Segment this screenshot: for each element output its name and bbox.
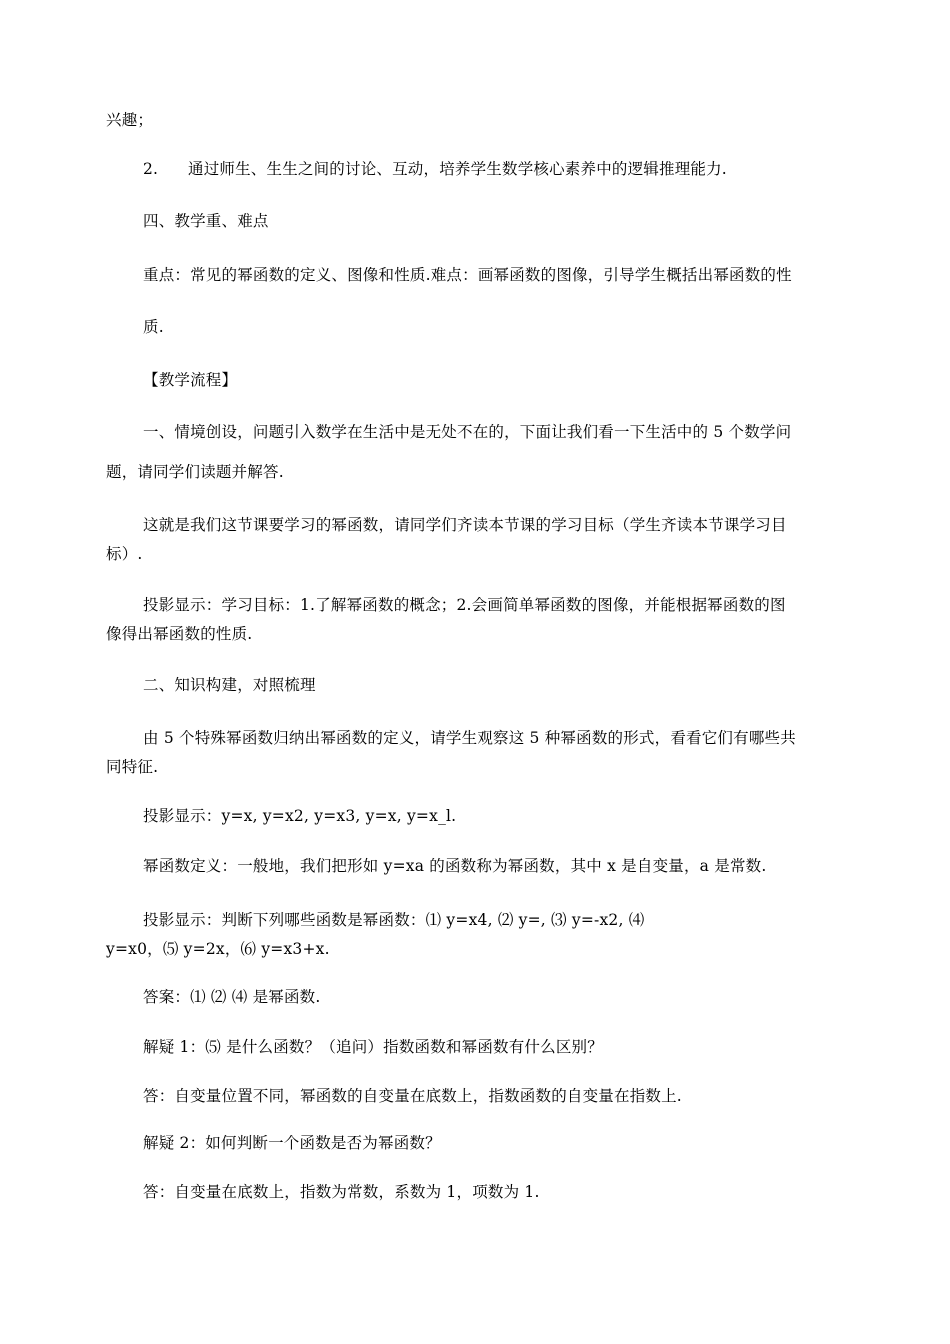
paragraph-line: 答：自变量位置不同，幂函数的自变量在底数上，指数函数的自变量在指数上. xyxy=(143,1087,682,1105)
paragraph-line: 一、情境创设，问题引入数学在生活中是无处不在的，下面让我们看一下生活中的 5 个数学问 xyxy=(143,423,792,441)
paragraph-line: 答案：⑴ ⑵ ⑷ 是幂函数. xyxy=(143,988,321,1006)
section-heading: 二、知识构建，对照梳理 xyxy=(143,676,316,694)
paragraph-line: 投影显示：判断下列哪些函数是幂函数：⑴ y=x4, ⑵ y=, ⑶ y=-x2, ⑷ xyxy=(143,911,645,929)
paragraph-line: 由 5 个特殊幂函数归纳出幂函数的定义，请学生观察这 5 种幂函数的形式，看看它们有哪些共 xyxy=(143,729,796,747)
paragraph-line: 答：自变量在底数上，指数为常数，系数为 1，项数为 1. xyxy=(143,1183,540,1201)
paragraph-line: 标）. xyxy=(106,545,143,563)
paragraph-line: 重点：常见的幂函数的定义、图像和性质.难点：画幂函数的图像，引导学生概括出幂函数的性 xyxy=(143,266,792,284)
paragraph-line: 这就是我们这节课要学习的幂函数，请同学们齐读本节课的学习目标（学生齐读本节课学习目 xyxy=(143,516,787,534)
paragraph-line: 投影显示：y=x, y=x2, y=x3, y=x, y=x_l. xyxy=(143,807,457,825)
paragraph-line: 题，请同学们读题并解答. xyxy=(106,463,284,481)
section-heading: 【教学流程】 xyxy=(143,371,238,389)
paragraph-line: 幂函数定义：一般地，我们把形如 y=xa 的函数称为幂函数，其中 x 是自变量，a 是常数. xyxy=(143,857,767,875)
paragraph-line: 质. xyxy=(143,318,164,336)
text-line: 兴趣； xyxy=(106,111,154,129)
paragraph-line: 投影显示：学习目标：1.了解幂函数的概念；2.会画简单幂函数的图像，并能根据幂函数的图 xyxy=(143,596,786,614)
paragraph-line: 解疑 1：⑸ 是什么函数？（追问）指数函数和幂函数有什么区别？ xyxy=(143,1038,603,1056)
list-item-text: 通过师生、生生之间的讨论、互动，培养学生数学核心素养中的逻辑推理能力. xyxy=(188,160,727,178)
paragraph-line: 像得出幂函数的性质. xyxy=(106,625,253,643)
list-number: 2. xyxy=(143,160,159,178)
paragraph-line: 解疑 2：如何判断一个函数是否为幂函数？ xyxy=(143,1134,441,1152)
paragraph-line: 同特征. xyxy=(106,758,159,776)
paragraph-line: y=x0，⑸ y=2x，⑹ y=x3+x. xyxy=(106,940,330,958)
section-heading: 四、教学重、难点 xyxy=(143,212,269,230)
